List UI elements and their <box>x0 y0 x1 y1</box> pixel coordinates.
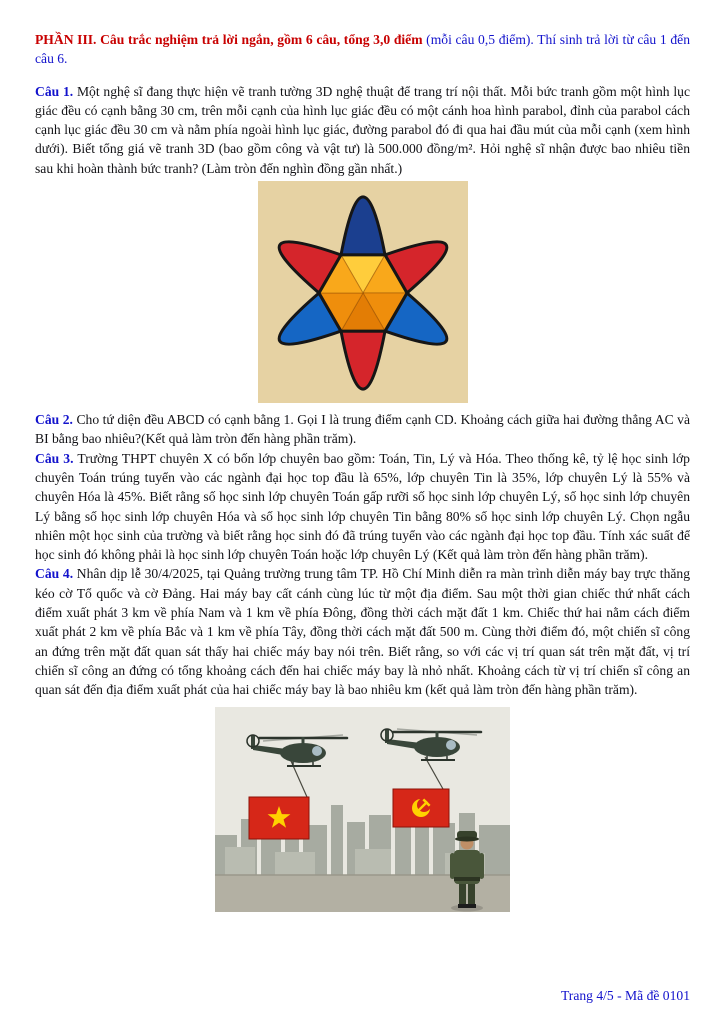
party-flag <box>393 789 449 827</box>
question-3-label: Câu 3. <box>35 450 74 466</box>
question-3 <box>35 449 690 565</box>
cockpit-window <box>446 740 456 750</box>
question-1-label: Câu 1. <box>35 83 74 99</box>
question-1 <box>35 82 690 178</box>
question-4-text: Nhân dịp lễ 30/4/2025, tại Quảng trường trung tâm TP. Hồ Chí Minh diễn ra màn trình diễn máy bay trực thăng kéo cờ Tổ quốc và cờ Đảng. Hai máy bay cất cánh cùng lúc từ một địa điểm. Sau một thời gian chiếc thứ nhất cách điểm xuất phát 3 km về phía Nam và 1 km về phía Đông, đồng thời cách mặt đất 1 km. Chiếc thứ hai nằm cách điểm xuất phát 2 km về phía Bắc và 1 km về phía Tây, đồng thời cách mặt đất 500 m. Cùng thời điểm đó, một chiến sĩ công an đứng trên mặt đất quan sát thấy hai chiếc máy bay nói trên. Biết rằng, so với các vị trí quan sát trên mặt đất, vị trí chiến sĩ công an đứng có tổng khoảng cách đến hai chiếc máy bay là nhỏ nhất. Khoảng cách từ vị trí chiến sĩ công an quan sát đến địa điểm xuất phát của hai chiếc máy bay là bao nhiêu km (kết quả làm tròn đến hàng phần trăm). <box>35 566 690 698</box>
cockpit-window <box>312 746 322 756</box>
helicopter-flags-illustration <box>215 707 510 912</box>
question-4 <box>35 564 690 699</box>
section-subtitle: (mỗi câu 0,5 điểm). Thí sinh trả lời từ câu 1 đến câu 6. <box>35 32 690 67</box>
question-4-label: Câu 4. <box>35 566 74 582</box>
question-3-text: Trường THPT chuyên X có bốn lớp chuyên bao gồm: Toán, Tin, Lý và Hóa. Theo thống kê, tỷ lệ học sinh lớp chuyên Toán trúng tuyển vào các ngành đại học top đầu là 65%, lớp chuyên Tin là 35%, lớp chuyên Lý là 55% và chuyên Hóa là 45%. Biết rằng số học sinh lớp chuyên Toán gấp rưỡi số học sinh lớp chuyên Lý, số học sinh lớp chuyên Lý bằng số học sinh lớp chuyên Hóa và số học sinh lớp chuyên Tin bằng 80% số học sinh lớp chuyên Lý. Chọn ngẫu nhiên một học sinh của trường và biết rằng học sinh đó đã trúng tuyển vào các ngành đại học top đầu. Tính xác suất để học sinh đó không phải là học sinh lớp chuyên Toán hoặc lớp chuyên Lý (Kết quả làm tròn đến hàng phần trăm). <box>35 450 690 563</box>
question-2-label: Câu 2. <box>35 412 73 428</box>
flower-mural-figure <box>35 181 690 408</box>
page-footer: Trang 4/5 - Mã đề 0101 <box>560 988 690 1003</box>
question-2 <box>35 410 690 449</box>
section-title: PHẦN III. Câu trắc nghiệm trả lời ngắn, gồm 6 câu, tổng 3,0 điểm <box>35 32 423 47</box>
flower-mural-illustration <box>258 181 468 403</box>
vietnam-flag <box>249 797 309 839</box>
helicopter-figure <box>35 707 690 917</box>
question-2-text: Cho tứ diện đều ABCD có cạnh bằng 1. Gọi I là trung điểm cạnh CD. Khoảng cách giữa hai đường thẳng AC và BI bằng bao nhiêu?(Kết quả làm tròn đến hàng phần trăm). <box>35 412 690 447</box>
section-header <box>35 30 690 69</box>
question-1-text: Một nghệ sĩ đang thực hiện vẽ tranh tường 3D nghệ thuật để trang trí nội thất. Mỗi bức tranh gồm một hình lục giác đều có cạnh bằng 30 cm, trên mỗi cạnh của hình lục giác đều có một cánh hoa hình parabol, đỉnh của parabol cách cạnh lục giác đều 30 cm và nằm phía ngoài hình lục giác, đường parabol đó đi qua hai đầu mút của mỗi cạnh (xem hình dưới). Biết tổng giá vẽ tranh 3D (bao gồm công và vật tư) là 500.000 đồng/m². Hỏi nghệ sĩ nhận được bao nhiêu tiền sau khi hoàn thành bức tranh? (Làm tròn đến nghìn đồng gần nhất.) <box>35 83 690 176</box>
soldier-belt <box>454 877 480 881</box>
